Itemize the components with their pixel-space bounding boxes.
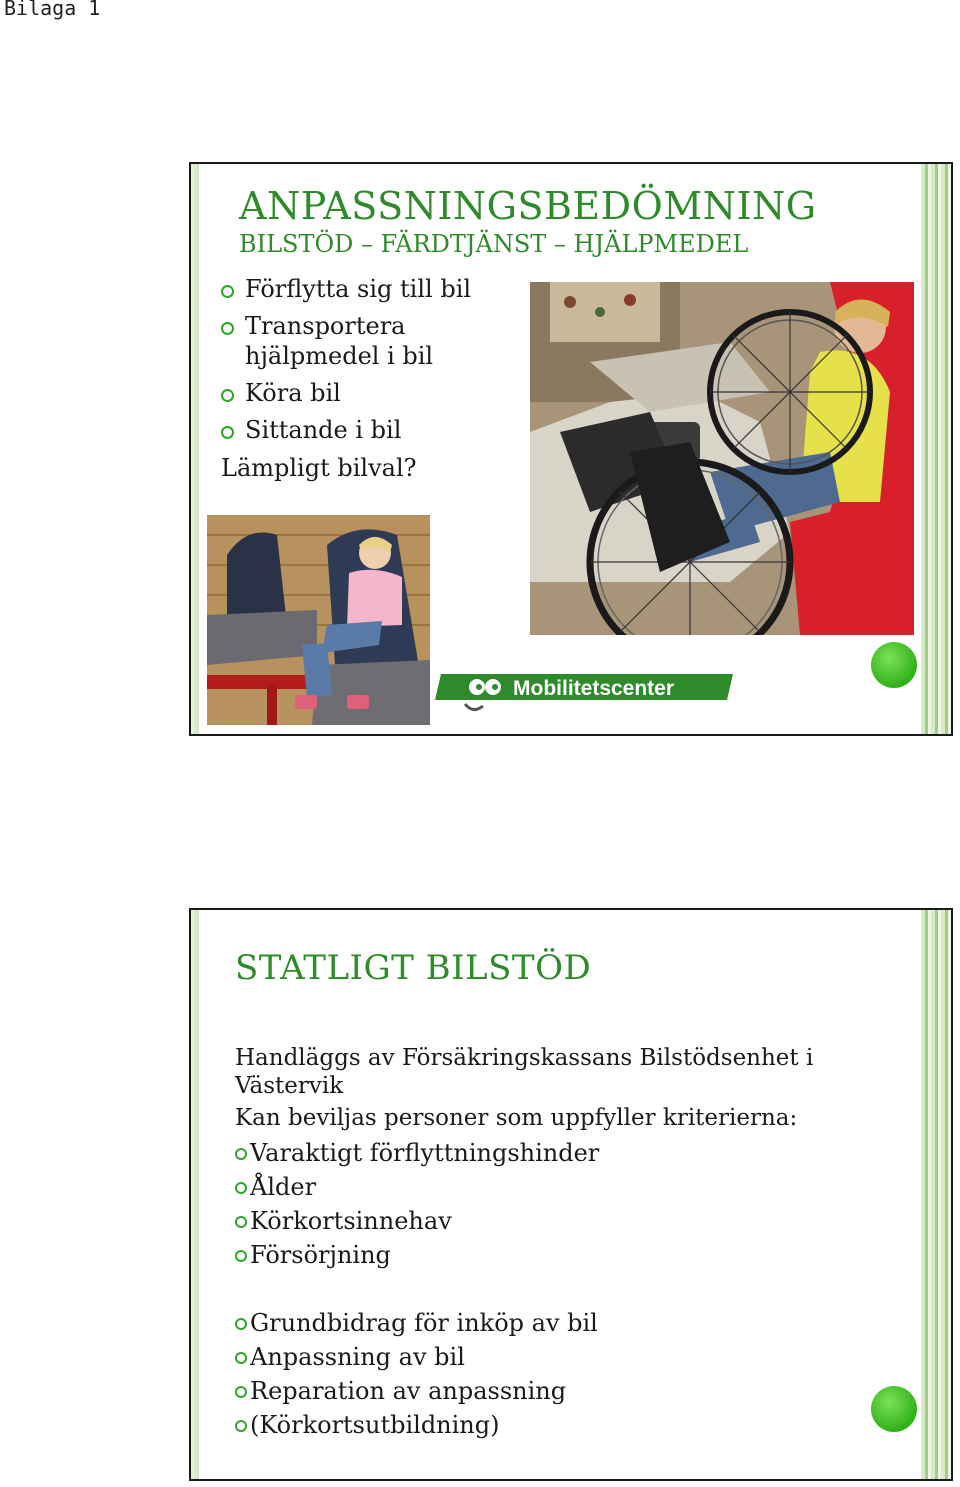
slide-title: ANPASSNINGSBEDÖMNING bbox=[239, 184, 817, 228]
slide-left-stripe bbox=[191, 910, 199, 1479]
list-item: Anpassning av bil bbox=[235, 1340, 875, 1374]
bullet-list bbox=[221, 274, 501, 452]
list-item: Körkortsinnehav bbox=[235, 1204, 875, 1238]
logo-text: Mobilitetscenter bbox=[513, 677, 675, 700]
list-item: Transportera hjälpmedel i bil bbox=[221, 311, 501, 371]
slide-subtitle: BILSTÖD – FÄRDTJÄNST – HJÄLPMEDEL bbox=[239, 230, 749, 258]
wheelchair-car-photo bbox=[530, 282, 914, 635]
circle-bullet-icon bbox=[221, 322, 234, 335]
circle-bullet-icon bbox=[235, 1318, 247, 1330]
mobilitetscenter-logo bbox=[435, 670, 735, 716]
circle-bullet-icon bbox=[235, 1148, 247, 1160]
list-item: (Körkortsutbildning) bbox=[235, 1408, 875, 1442]
slide-title: STATLIGT BILSTÖD bbox=[235, 948, 592, 988]
support-list bbox=[235, 1306, 875, 1442]
circle-bullet-icon bbox=[221, 389, 234, 402]
circle-bullet-icon bbox=[235, 1352, 247, 1364]
child-seat-photo bbox=[207, 515, 430, 725]
paragraph: Handläggs av Försäkringskassans Bilstödsenhet i Västervik bbox=[235, 1045, 814, 1099]
circle-bullet-icon bbox=[235, 1182, 247, 1194]
list-item: Sittande i bil bbox=[221, 415, 501, 445]
list-item: Försörjning bbox=[235, 1238, 875, 1272]
slide-anpassningsbedomning bbox=[189, 162, 953, 736]
slide-body bbox=[235, 1044, 875, 1442]
question-line: Lämpligt bilval? bbox=[221, 454, 417, 482]
list-item: Ålder bbox=[235, 1170, 875, 1204]
circle-bullet-icon bbox=[235, 1216, 247, 1228]
slide-right-stripes bbox=[921, 910, 951, 1479]
spacer bbox=[235, 1272, 875, 1306]
slide-left-stripe bbox=[191, 164, 199, 734]
list-item: Köra bil bbox=[221, 378, 501, 408]
green-dot-decoration bbox=[871, 1386, 917, 1432]
criteria-list bbox=[235, 1136, 875, 1272]
page-header-label: Bilaga 1 bbox=[4, 0, 101, 20]
circle-bullet-icon bbox=[235, 1386, 247, 1398]
green-dot-decoration bbox=[871, 642, 917, 688]
circle-bullet-icon bbox=[235, 1250, 247, 1262]
slide-statligt-bilstod bbox=[189, 908, 953, 1481]
circle-bullet-icon bbox=[221, 285, 234, 298]
paragraph: Kan beviljas personer som uppfyller kriterierna: bbox=[235, 1105, 798, 1131]
list-item: Varaktigt förflyttningshinder bbox=[235, 1136, 875, 1170]
list-item: Grundbidrag för inköp av bil bbox=[235, 1306, 875, 1340]
list-item: Förflytta sig till bil bbox=[221, 274, 501, 304]
circle-bullet-icon bbox=[235, 1420, 247, 1432]
slide-right-stripes bbox=[921, 164, 951, 734]
list-item: Reparation av anpassning bbox=[235, 1374, 875, 1408]
circle-bullet-icon bbox=[221, 426, 234, 439]
